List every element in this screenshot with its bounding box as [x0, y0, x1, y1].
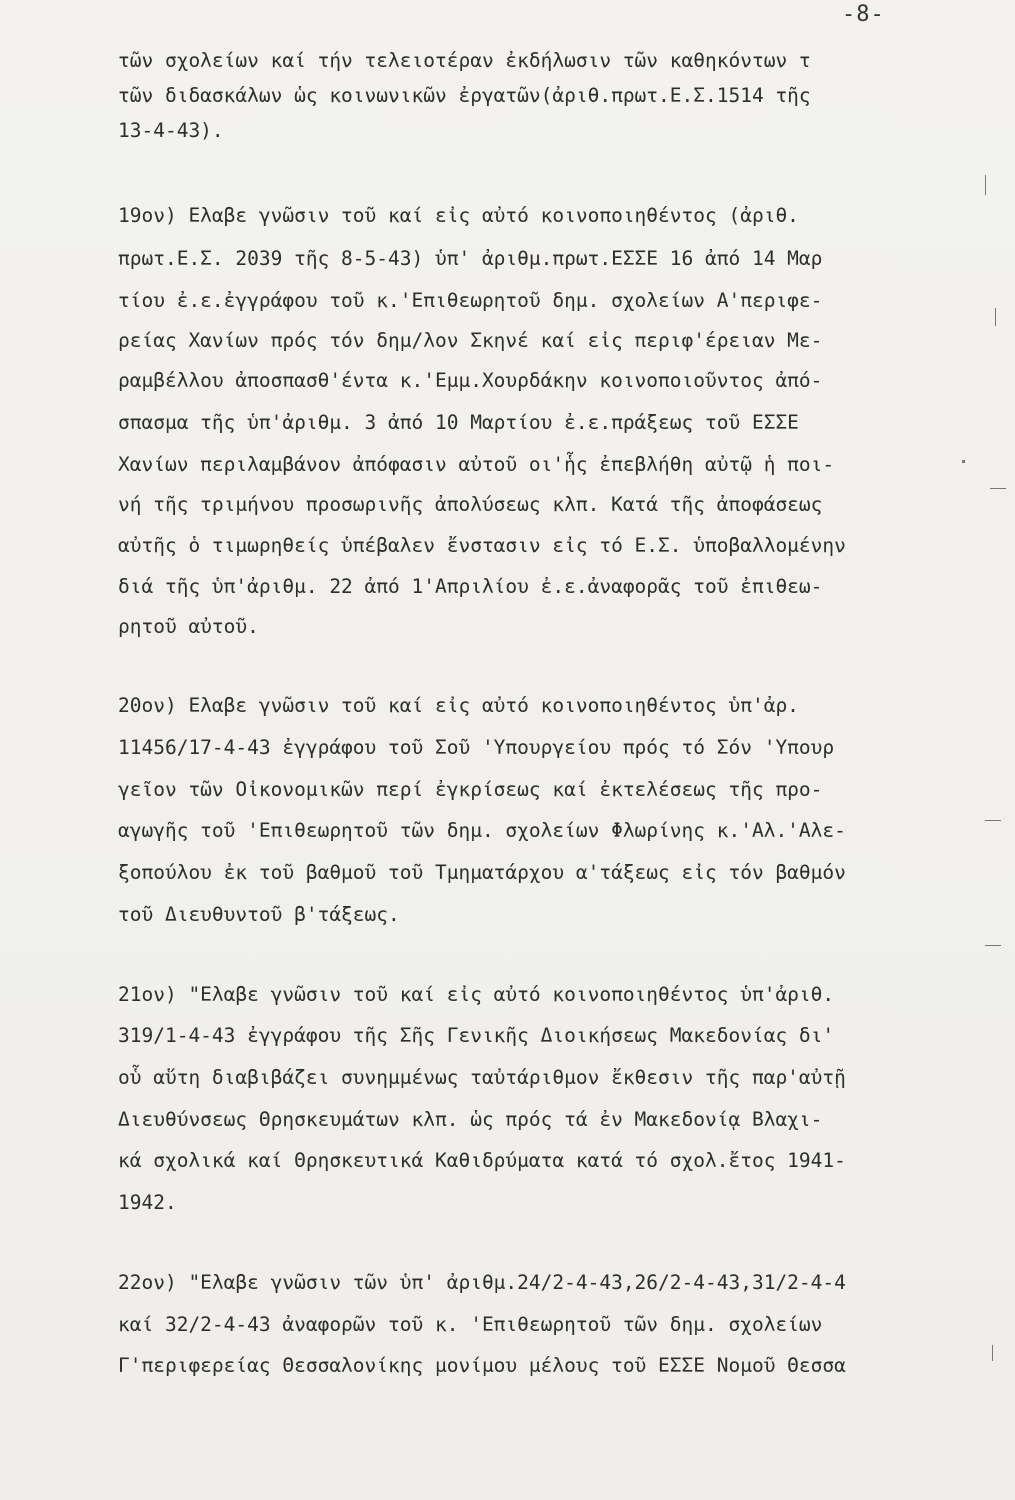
margin-mark	[995, 308, 996, 326]
margin-mark	[985, 820, 1001, 821]
text-line: τοῦ Διευθυντοῦ β'τάξεως.	[118, 903, 400, 926]
text-line: τίου ἐ.ε.ἐγγράφου τοῦ κ.'Επιθεωρητοῦ δημ. σχολείων Α'περιφε-	[118, 289, 823, 312]
margin-mark	[985, 945, 1001, 946]
text-line: 20ον) Ελαβε γνῶσιν τοῦ καί εἰς αὐτό κοινοποιηθέντος ὑπ'ἀρ.	[118, 694, 799, 717]
text-line: διά τῆς ὑπ'ἀριθμ. 22 ἀπό 1'Απριλίου ἐ.ε.ἀναφορᾶς τοῦ ἐπιθεω-	[118, 575, 823, 598]
text-line: 21ον) "Ελαβε γνῶσιν τοῦ καί εἰς αὐτό κοινοποιηθέντος ὑπ'ἀριθ.	[118, 983, 835, 1006]
margin-mark	[990, 488, 1006, 489]
text-line: 13-4-43).	[118, 119, 224, 142]
text-line: 11456/17-4-43 ἐγγράφου τοῦ Σοῦ 'Υπουργείου πρός τό Σόν 'Υπουρ	[118, 736, 835, 759]
text-line: Χανίων περιλαμβάνον ἀπόφασιν αὐτοῦ οι'ἧς ἐπεβλήθη αὐτῷ ἡ ποι-	[118, 453, 835, 476]
text-line: ραμβέλλου ἀποσπασθ'έντα κ.'Εμμ.Χουρδάκην κοινοποιοῦντος ἀπό-	[118, 369, 823, 392]
text-line: αὐτῆς ὁ τιμωρηθείς ὑπέβαλεν ἔνστασιν εἰς τό Ε.Σ. ὑποβαλλομένην	[118, 534, 846, 557]
text-line: κά σχολικά καί Θρησκευτικά Καθιδρύματα κατά τό σχολ.ἔτος 1941-	[118, 1149, 846, 1172]
text-line: Γ'περιφερείας Θεσσαλονίκης μονίμου μέλους τοῦ ΕΣΣΕ Νομοῦ Θεσσα	[118, 1354, 846, 1377]
text-line: πρωτ.Ε.Σ. 2039 τῆς 8-5-43) ὑπ' ἀριθμ.πρωτ.ΕΣΣΕ 16 ἀπό 14 Μαρ	[118, 247, 823, 270]
text-line: 19ον) Ελαβε γνῶσιν τοῦ καί εἰς αὐτό κοινοποιηθέντος (ἀριθ.	[118, 204, 799, 227]
page-number: -8-	[842, 2, 885, 27]
text-line: ρητοῦ αὐτοῦ.	[118, 615, 259, 638]
margin-mark	[962, 460, 965, 463]
margin-mark	[985, 175, 986, 195]
text-line: ξοπούλου ἐκ τοῦ βαθμοῦ τοῦ Τμηματάρχου α'τάξεως εἰς τόν βαθμόν	[118, 861, 846, 884]
margin-mark	[992, 1345, 993, 1361]
text-line: οὗ αὕτη διαβιβάζει συνημμένως ταὐτάριθμον ἔκθεσιν τῆς παρ'αὐτῇ	[118, 1066, 846, 1089]
text-line: σπασμα τῆς ὑπ'ἀριθμ. 3 ἀπό 10 Μαρτίου ἐ.ε.πράξεως τοῦ ΕΣΣΕ	[118, 411, 799, 434]
text-line: αγωγῆς τοῦ 'Επιθεωρητοῦ τῶν δημ. σχολείων Φλωρίνης κ.'Αλ.'Αλε-	[118, 819, 846, 842]
text-line: καί 32/2-4-43 ἀναφορῶν τοῦ κ. 'Επιθεωρητοῦ τῶν δημ. σχολείων	[118, 1313, 823, 1336]
text-line: τῶν διδασκάλων ὡς κοινωνικῶν ἐργατῶν(ἀριθ.πρωτ.Ε.Σ.1514 τῆς	[118, 84, 811, 107]
text-line: τῶν σχολείων καί τήν τελειοτέραν ἐκδήλωσιν τῶν καθηκόντων τ	[118, 49, 811, 72]
text-line: 319/1-4-43 ἐγγράφου τῆς Σῆς Γενικῆς Διοικήσεως Μακεδονίας δι'	[118, 1024, 835, 1047]
text-line: Διευθύνσεως Θρησκευμάτων κλπ. ὡς πρός τά ἐν Μακεδονίᾳ Βλαχι-	[118, 1108, 823, 1131]
text-line: γεῖον τῶν Οἰκονομικῶν περί ἐγκρίσεως καί ἐκτελέσεως τῆς προ-	[118, 778, 823, 801]
text-line: ρείας Χανίων πρός τόν δημ/λον Σκηνέ καί εἰς περιφ'έρειαν Με-	[118, 329, 823, 352]
text-line: 1942.	[118, 1191, 177, 1214]
text-line: νή τῆς τριμήνου προσωρινῆς ἀπολύσεως κλπ. Κατά τῆς ἀποφάσεως	[118, 493, 823, 516]
text-line: 22ον) "Ελαβε γνῶσιν τῶν ὑπ' ἀριθμ.24/2-4-43,26/2-4-43,31/2-4-4	[118, 1271, 846, 1294]
